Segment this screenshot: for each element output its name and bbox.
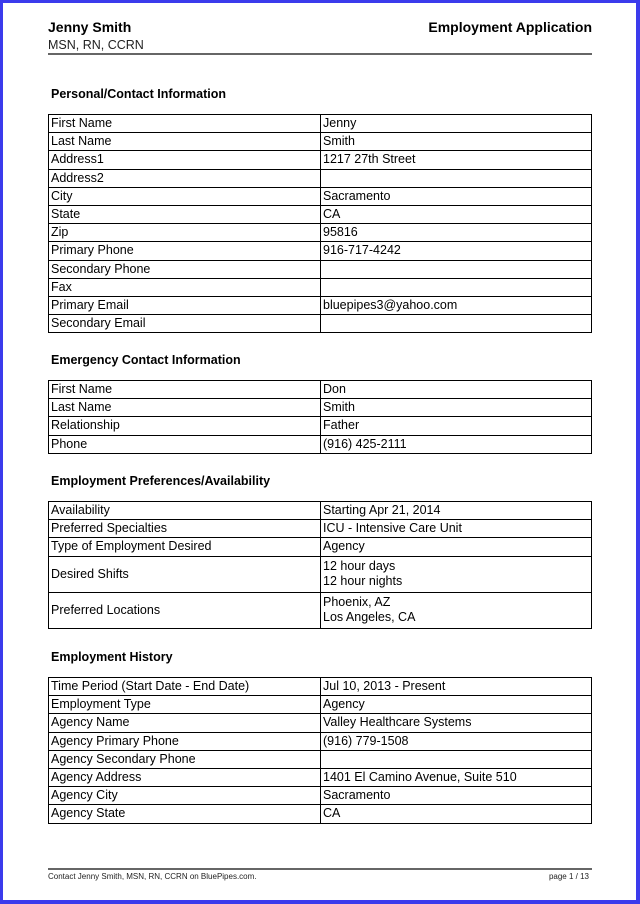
field-value: ICU - Intensive Care Unit (321, 520, 592, 538)
section-heading: Personal/Contact Information (51, 87, 227, 101)
field-label: Agency Primary Phone (49, 732, 321, 750)
table-row (49, 520, 592, 538)
table-row (49, 381, 592, 399)
applicant-credentials: MSN, RN, CCRN (48, 38, 144, 52)
emergency-contact-table (48, 380, 592, 454)
table-row (49, 169, 592, 187)
field-label: Secondary Phone (49, 260, 321, 278)
table-row (49, 260, 592, 278)
table-row (49, 678, 592, 696)
field-label: Address1 (49, 151, 321, 169)
field-value: Smith (321, 133, 592, 151)
field-label: Employment Type (49, 696, 321, 714)
header-divider (48, 53, 592, 55)
table-row (49, 417, 592, 435)
field-label: Preferred Specialties (49, 520, 321, 538)
applicant-name: Jenny Smith (48, 19, 132, 35)
table-row (49, 278, 592, 296)
field-label: First Name (49, 115, 321, 133)
field-label: Availability (49, 502, 321, 520)
field-value: bluepipes3@yahoo.com (321, 296, 592, 314)
field-value (321, 169, 592, 187)
table-row (49, 242, 592, 260)
table-row (49, 696, 592, 714)
field-label: Agency City (49, 787, 321, 805)
personal-info-table (48, 114, 592, 333)
field-value: Jenny (321, 115, 592, 133)
field-value: 1401 El Camino Avenue, Suite 510 (321, 768, 592, 786)
table-row (49, 296, 592, 314)
document-page (3, 3, 636, 900)
section-heading: Employment History (51, 650, 173, 664)
table-row (49, 115, 592, 133)
table-row (49, 399, 592, 417)
table-row (49, 750, 592, 768)
table-row (49, 787, 592, 805)
table-row (49, 538, 592, 556)
field-value: Starting Apr 21, 2014 (321, 502, 592, 520)
field-value: Jul 10, 2013 - Present (321, 678, 592, 696)
field-value: Sacramento (321, 187, 592, 205)
employment-history-table (48, 677, 592, 824)
field-value: Smith (321, 399, 592, 417)
field-value: (916) 779-1508 (321, 732, 592, 750)
field-label: City (49, 187, 321, 205)
field-label: First Name (49, 381, 321, 399)
field-label: Desired Shifts (49, 556, 321, 592)
field-label: Preferred Locations (49, 592, 321, 628)
field-label: Zip (49, 224, 321, 242)
field-value: Agency (321, 696, 592, 714)
field-value: Father (321, 417, 592, 435)
field-label: Phone (49, 435, 321, 453)
field-label: Time Period (Start Date - End Date) (49, 678, 321, 696)
field-value: 12 hour days 12 hour nights (321, 556, 592, 592)
field-label: State (49, 205, 321, 223)
table-row (49, 133, 592, 151)
field-label: Relationship (49, 417, 321, 435)
footer-divider (48, 868, 592, 870)
table-row (49, 205, 592, 223)
field-label: Fax (49, 278, 321, 296)
footer-text: Contact Jenny Smith, MSN, RN, CCRN on BluePipes.com. (48, 872, 257, 881)
field-value: Valley Healthcare Systems (321, 714, 592, 732)
field-label: Last Name (49, 133, 321, 151)
section-heading: Employment Preferences/Availability (51, 474, 271, 488)
field-label: Type of Employment Desired (49, 538, 321, 556)
table-row (49, 714, 592, 732)
table-row (49, 435, 592, 453)
table-row (49, 224, 592, 242)
table-row (49, 502, 592, 520)
table-row (49, 732, 592, 750)
table-row (49, 805, 592, 823)
field-value (321, 278, 592, 296)
field-value: 1217 27th Street (321, 151, 592, 169)
table-row (49, 592, 592, 628)
field-value: Don (321, 381, 592, 399)
field-value (321, 260, 592, 278)
field-label: Last Name (49, 399, 321, 417)
field-value (321, 750, 592, 768)
table-row (49, 556, 592, 592)
field-value: Agency (321, 538, 592, 556)
field-value: CA (321, 205, 592, 223)
field-value: 95816 (321, 224, 592, 242)
field-label: Primary Phone (49, 242, 321, 260)
field-label: Primary Email (49, 296, 321, 314)
field-value: Phoenix, AZ Los Angeles, CA (321, 592, 592, 628)
field-value: Sacramento (321, 787, 592, 805)
field-label: Secondary Email (49, 315, 321, 333)
field-label: Agency Name (49, 714, 321, 732)
page-number: page 1 / 13 (548, 872, 589, 881)
table-row (49, 768, 592, 786)
field-value: 916-717-4242 (321, 242, 592, 260)
field-value (321, 315, 592, 333)
field-value: (916) 425-2111 (321, 435, 592, 453)
field-label: Agency Secondary Phone (49, 750, 321, 768)
field-label: Address2 (49, 169, 321, 187)
preferences-table (48, 501, 592, 629)
field-value: CA (321, 805, 592, 823)
field-label: Agency State (49, 805, 321, 823)
table-row (49, 151, 592, 169)
table-row (49, 315, 592, 333)
field-label: Agency Address (49, 768, 321, 786)
table-row (49, 187, 592, 205)
section-heading: Emergency Contact Information (51, 353, 241, 367)
document-title: Employment Application (428, 19, 592, 35)
